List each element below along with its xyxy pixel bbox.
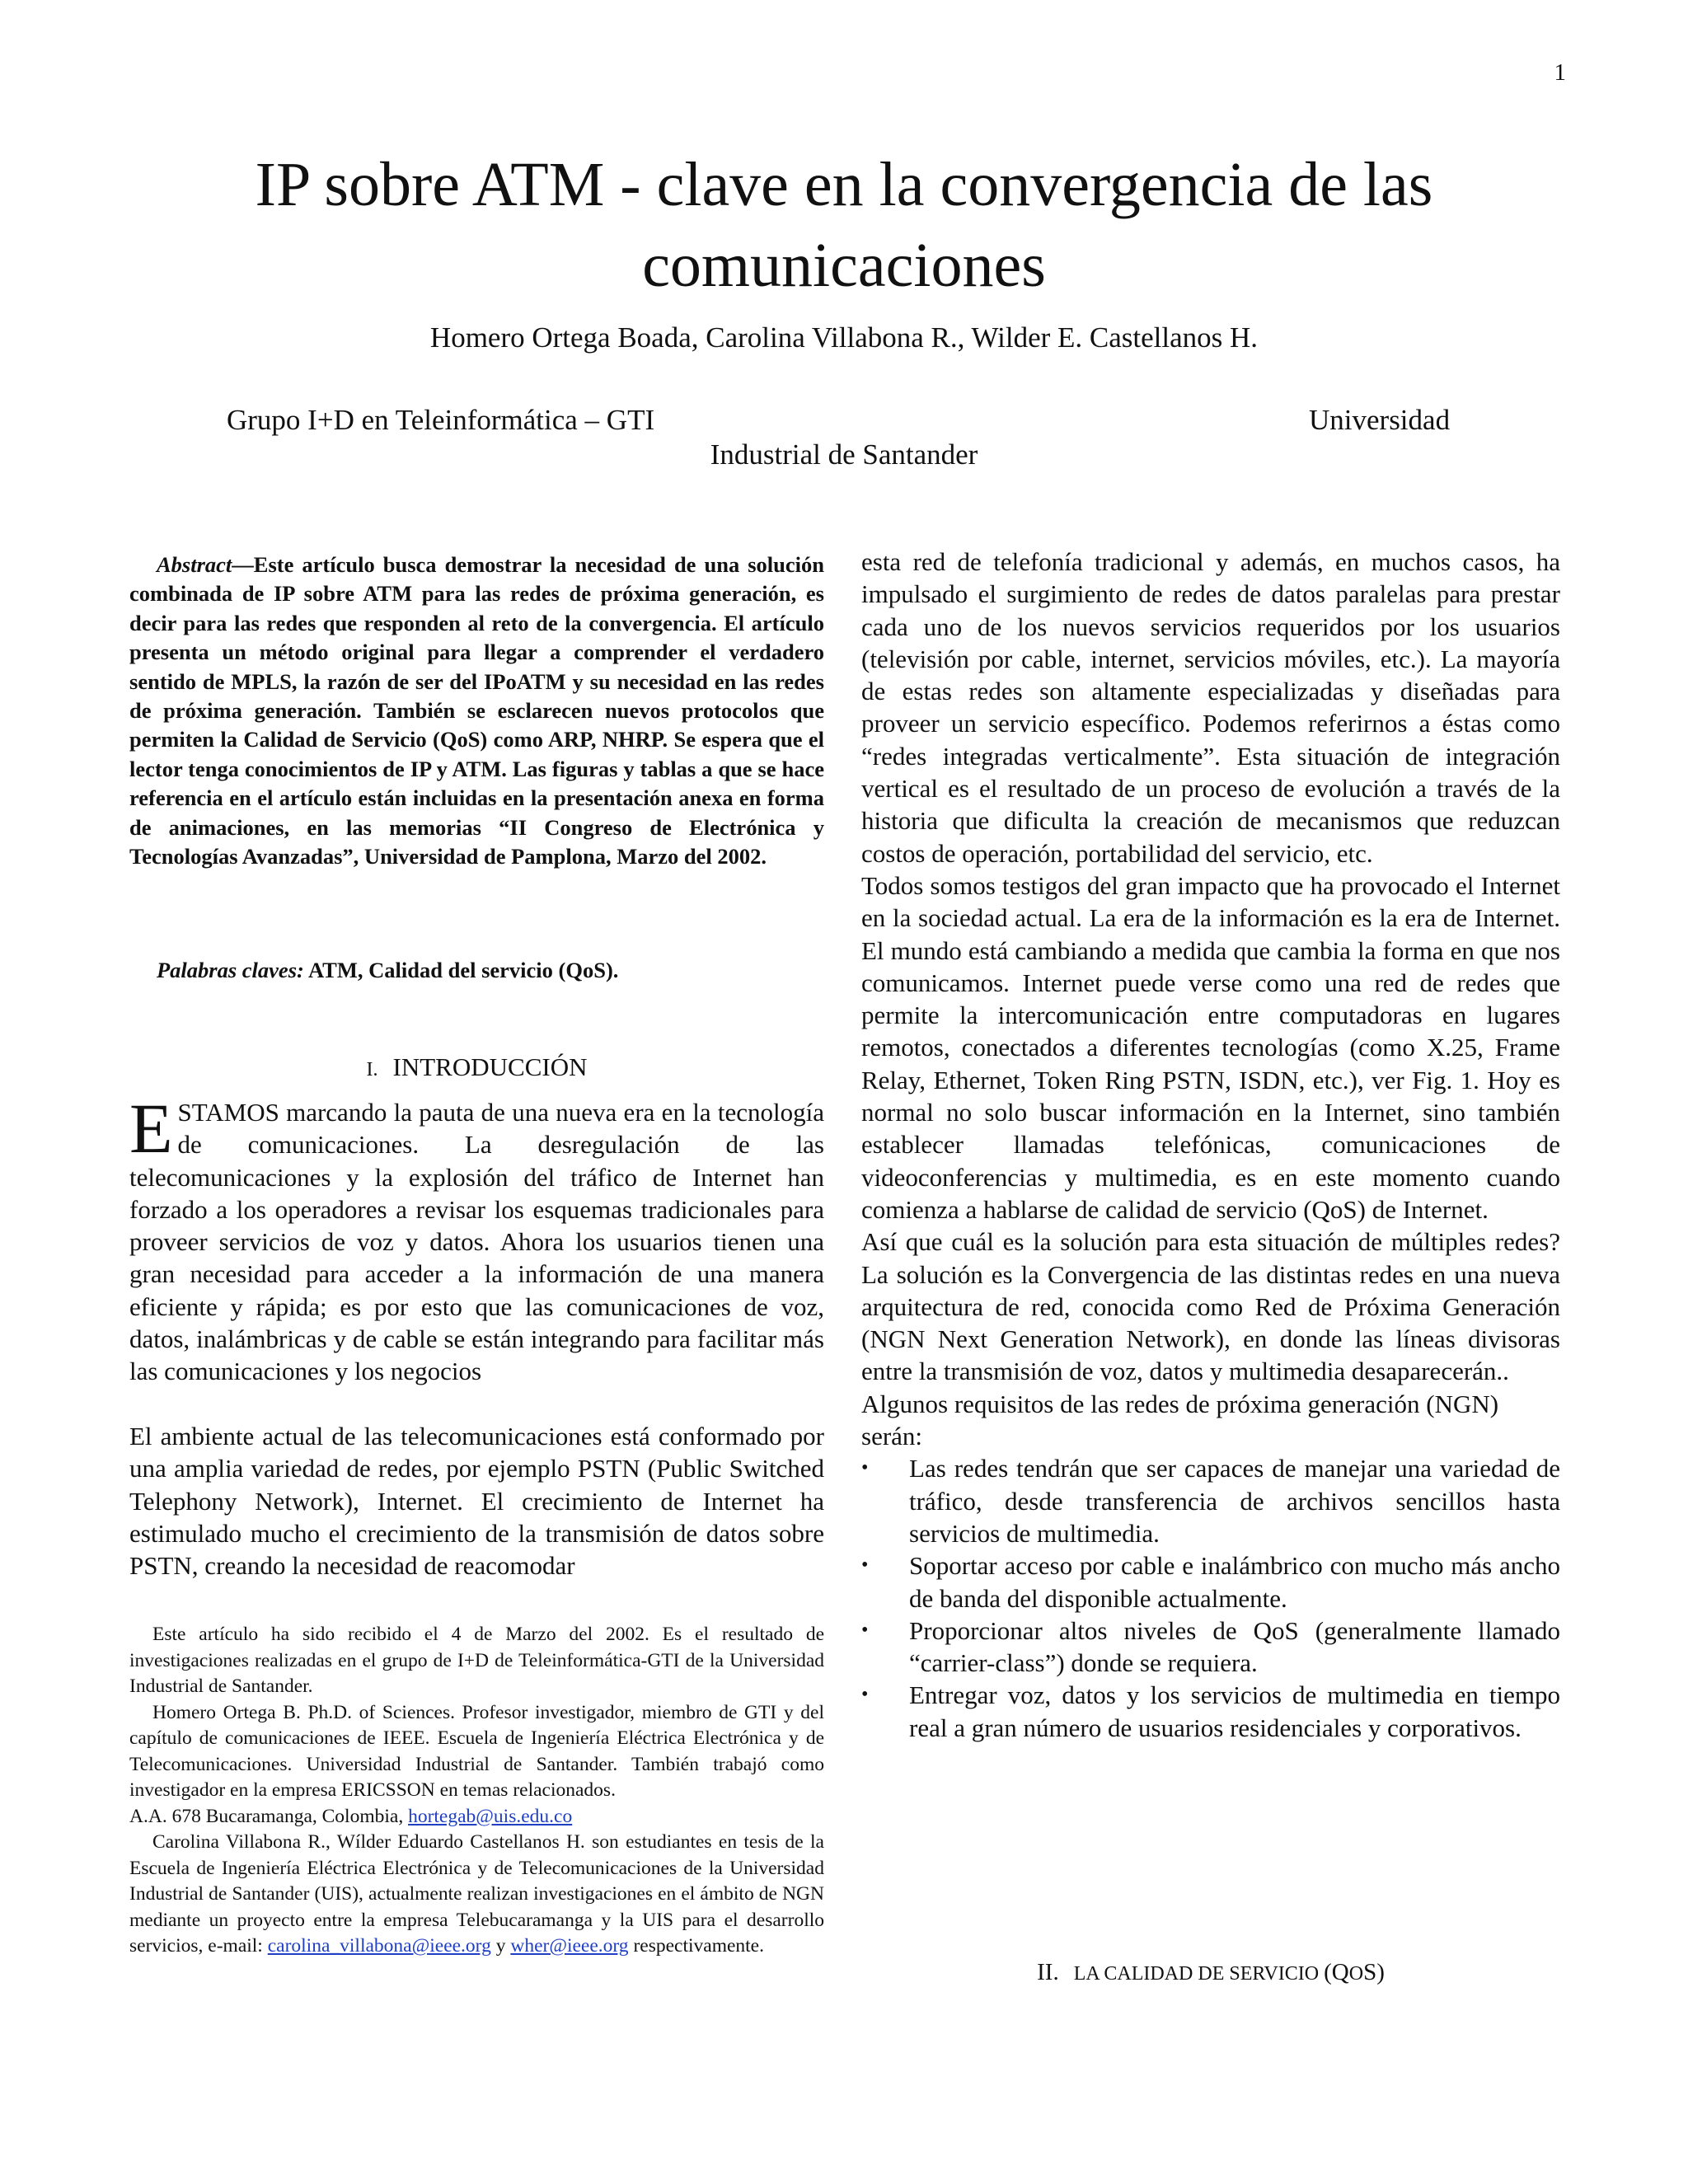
section-heading-introduction — [129, 1052, 824, 1082]
footnote-and: y — [490, 1935, 511, 1957]
abstract-text: —Este artículo busca demostrar la necesidad de una solución combinada de IP sobre ATM para las redes de próxima generación, es decir para las redes que responden al reto de la convergencia. El artículo presenta un método original para llegar a comprender el verdadero sentido de MPLS, la razón de ser del IPoATM y su necesidad en las redes de próxima generación. También se esclarecen nuevos protocolos que permiten la Calidad de Servicio (QoS) como ARP, NHRP. Se espera que el lector tenga conocimientos de IP y ATM. Las figuras y tablas a que se hace referencia en el artículo están incluidas en la presentación anexa en forma de animaciones, en las memorias “II Congreso de Electrónica y Tecnologías Avanzadas”, Universidad de Pamplona, Marzo del 2002. — [129, 552, 824, 869]
section-title-open: (Q — [1324, 1959, 1349, 1985]
right-paragraph-2: Todos somos testigos del gran impacto que ha provocado el Internet en la sociedad actual. La era de la información es la era de Internet. El mundo está cambiando a medida que cambia la forma en que nos comunicamos. Internet puede verse como una red de redes que permite la intercomunicación entre computadoras en lugares remotos, conectados a diferentes tecnologías (como X.25, Frame Relay, Ethernet, Token Ring PSTN, ISDN, etc.), ver Fig. 1. Hoy es normal no solo buscar información en la Internet, sino también establecer llamadas telefónicas, comunicaciones de videoconferencias y multimedia, es en este momento cuando comienza a hablarse de calidad de servicio (QoS) de Internet. — [861, 870, 1560, 1224]
affiliation-group: Grupo I+D en Teleinformática – GTI — [227, 404, 655, 436]
bullet-icon: • — [861, 1554, 869, 1577]
footnote-author-1: Homero Ortega B. Ph.D. of Sciences. Profesor investigador, miembro de GTI y del capítulo de comunicaciones de IEEE. Escuela de Ingeniería Eléctrica Electrónica y de Telecomunicaciones. Universidad Industrial de Santander. También trabajó como investigador en la empresa ERICSSON en temas relacionados. — [129, 1701, 824, 1801]
intro-p1-text: STAMOS marcando la pauta de una nueva era en la tecnología de comunicaciones. La desregulación de las telecomunicaciones y la explosión del tráfico de Internet han forzado a los operadores a revisar los esquemas tradicionales para proveer servicios de voz y datos. Ahora los usuarios tienen una gran necesidad para acceder a la información de una manera eficiente y rápida; es por esto que las comunicaciones de voz, datos, inalámbricas y de cable se están integrando para facilitar más las comunicaciones y los negocios — [129, 1098, 824, 1386]
intro-paragraph-1 — [129, 1089, 824, 1388]
list-item — [861, 1452, 1560, 1549]
email-link-hortegab[interactable]: hortegab@uis.edu.co — [408, 1805, 573, 1827]
section-number: I. — [366, 1059, 378, 1080]
section-heading-qos — [861, 1959, 1560, 1986]
list-item — [861, 1549, 1560, 1615]
intro-paragraph-2 — [129, 1420, 824, 1582]
footnote-received: Este artículo ha sido recibido el 4 de Marzo del 2002. Es el resultado de investigaciones realizadas en el grupo de I+D de Teleinformática-GTI de la Universidad Industrial de Santander. — [129, 1624, 824, 1697]
list-item-text: Las redes tendrán que ser capaces de manejar una variedad de tráfico, desde transferencia de archivos sencillos hasta servicios de multimedia. — [909, 1454, 1560, 1548]
footnote-address — [129, 1804, 824, 1830]
right-paragraph-1: esta red de telefonía tradicional y además, en muchos casos, ha impulsado el surgimiento de redes de datos paralelas para prestar cada uno de los nuevos servicios requeridos por los usuarios (televisión por cable, internet, servicios móviles, etc.). La mayoría de estas redes son altamente especializadas y diseñadas para proveer un servicio específico. Podemos referirnos a éstas como “redes integradas verticalmente”. Esta situación de integración vertical es el resultado de un proceso de evolución a través de la historia que dificulta la creación de mecanismos que reduzcan costos de operación, portabilidad del servicio, etc. — [861, 547, 1560, 868]
list-item-text: Soportar acceso por cable e inalámbrico con mucho más ancho de banda del disponible actualmente. — [909, 1551, 1560, 1613]
keywords — [129, 958, 824, 983]
list-item — [861, 1679, 1560, 1744]
bullet-icon: • — [861, 1457, 869, 1479]
section-number: II. — [1037, 1959, 1059, 1985]
right-paragraph-4: Algunos requisitos de las redes de próxima generación (NGN) serán: — [861, 1389, 1499, 1451]
email-link-villabona[interactable]: carolina_villabona@ieee.org — [267, 1935, 491, 1957]
bullet-icon: • — [861, 1684, 869, 1706]
footnotes — [129, 1622, 824, 1960]
bullet-icon: • — [861, 1619, 869, 1641]
intro-p2-text: El ambiente actual de las telecomunicaciones está conformado por una amplia variedad de redes, por ejemplo PSTN (Public Switched Telephony Network), Internet. El crecimiento de Internet ha estimulado mucho el crecimiento de la transmisión de datos sobre PSTN, creando la necesidad de reacomodar — [129, 1422, 824, 1581]
page-number: 1 — [1554, 59, 1566, 86]
ngn-requirements-list — [861, 1452, 1560, 1744]
paper-title: IP sobre ATM - clave en la convergencia de las comunicaciones — [255, 150, 1433, 300]
drop-cap: E — [129, 1089, 173, 1168]
keywords-label: Palabras claves: — [157, 958, 304, 982]
email-link-wher[interactable]: wher@ieee.org — [510, 1935, 629, 1957]
list-item — [861, 1615, 1560, 1680]
section-title: LA CALIDAD DE SERVICIO — [1073, 1963, 1325, 1985]
footnote-authors-2-3 — [129, 1830, 824, 1960]
right-paragraph-3: Así que cuál es la solución para esta situación de múltiples redes? La solución es la Convergencia de las distintas redes en una nueva arquitectura de red, conocida como Red de Próxima Generación (NGN Next Generation Network), en donde las líneas divisoras entre la transmisión de voz, datos y multimedia desaparecerán.. — [861, 1227, 1560, 1386]
list-item-text: Entregar voz, datos y los servicios de multimedia en tiempo real a gran número de usuarios residenciales y corporativos. — [909, 1680, 1560, 1742]
right-column-text — [861, 546, 1560, 1744]
keywords-text: ATM, Calidad del servicio (QoS). — [303, 958, 619, 982]
abstract-label: Abstract — [157, 552, 232, 577]
footnote-address-text: A.A. 678 Bucaramanga, Colombia, — [129, 1805, 409, 1827]
affiliation-university-part1: Universidad — [1309, 404, 1451, 436]
abstract — [129, 551, 824, 871]
authors: Homero Ortega Boada, Carolina Villabona R., Wilder E. Castellanos H. — [429, 321, 1259, 354]
list-item-text: Proporcionar altos niveles de QoS (generalmente llamado “carrier-class”) donde se requiera. — [909, 1615, 1560, 1678]
section-title: INTRODUCCIÓN — [392, 1052, 588, 1081]
footnote-authors-text: Carolina Villabona R., Wílder Eduardo Castellanos H. son estudiantes en tesis de la Escuela de Ingeniería Eléctrica Electrónica y de Telecomunicaciones de la Universidad Industrial de Santander (UIS), actualmente realizan investigaciones en el ámbito de NGN mediante un proyecto entre la empresa Telebucaramanga y la UIS para el desarrollo servicios, e-mail: — [129, 1831, 824, 1957]
section-title-end: S) — [1363, 1959, 1385, 1985]
footnote-end: respectivamente. — [628, 1935, 764, 1957]
affiliation-university-part2: Industrial de Santander — [710, 438, 978, 471]
section-title-tail: O — [1348, 1963, 1364, 1985]
